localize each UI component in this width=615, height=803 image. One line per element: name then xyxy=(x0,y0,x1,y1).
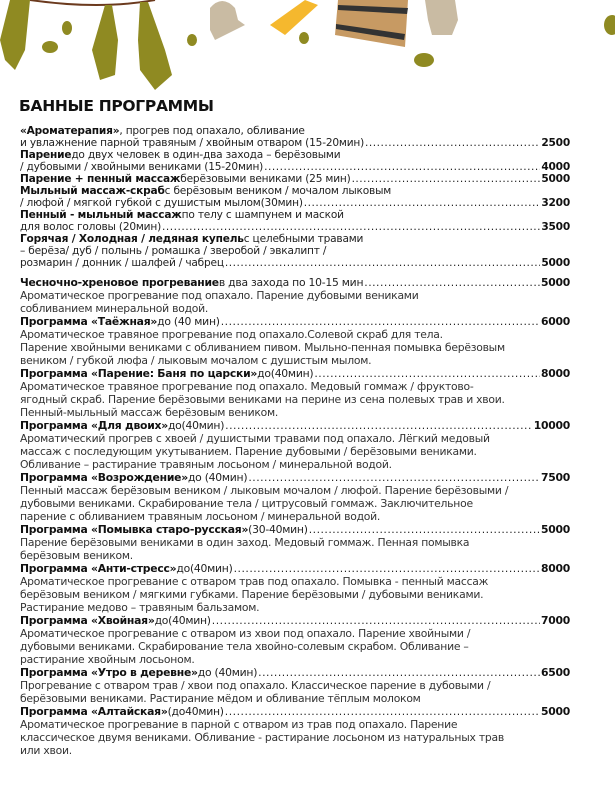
text-line xyxy=(20,209,570,221)
program-name: Программа «Утро в деревне» xyxy=(20,666,198,679)
program-duration: до(40мин) xyxy=(176,562,233,575)
price-line xyxy=(20,257,570,269)
program-description-line: классическое двумя вениками. Обливание - растирание лосьоном из натуральных трав xyxy=(20,731,504,744)
service-name: Пенный - мыльный массаж xyxy=(20,209,182,221)
service-item xyxy=(20,173,570,185)
birch-broom-icon xyxy=(0,0,172,90)
program-description-line: Ароматическое травяное прогревание под опахало.Солевой скраб для тела. xyxy=(20,328,443,341)
service-detail: для волос головы (20мин) xyxy=(20,221,162,233)
service-item xyxy=(20,125,570,149)
price: 7500 xyxy=(540,471,570,484)
price: 10000 xyxy=(533,419,570,432)
price-line xyxy=(20,173,570,185)
service-detail: до двух человек в один-два захода – берёзовыми xyxy=(71,149,341,161)
program-name: Чесночно-хреновое прогревание xyxy=(20,276,219,289)
price-line xyxy=(20,562,570,575)
program-item xyxy=(20,666,570,705)
price: 3200 xyxy=(541,197,570,209)
price-line xyxy=(20,523,570,536)
price-line xyxy=(20,614,570,627)
program-description-line: Парение берёзовыми вениками в один заход. Медовый гоммаж. Пенная помывка xyxy=(20,536,470,549)
service-detail: и увлажнение парной травяным / хвойным отваром (15-20мин) xyxy=(20,137,365,149)
program-description-line: или хвои. xyxy=(20,744,72,757)
price-line xyxy=(20,471,570,484)
program-item xyxy=(20,614,570,666)
program-duration: до(40мин) xyxy=(167,419,225,432)
program-duration: (30-40мин) xyxy=(248,523,308,536)
service-name: Горячая / Холодная / ледяная купель xyxy=(20,233,244,245)
price: 5000 xyxy=(540,276,570,289)
price-line xyxy=(20,221,570,233)
leaf-icon xyxy=(42,15,615,67)
service-item xyxy=(20,185,570,209)
program-name: Программа «Помывка старо-русская» xyxy=(20,523,249,536)
dot-leader xyxy=(314,367,540,380)
service-detail: , прогрев под опахало, обливание xyxy=(119,125,305,137)
service-name: «Ароматерапия» xyxy=(20,125,120,137)
sauna-mitten-icon xyxy=(425,0,458,35)
price-line xyxy=(20,705,570,718)
program-name: Программа «Таёжная» xyxy=(20,315,158,328)
price: 8000 xyxy=(540,562,570,575)
price-line xyxy=(20,137,570,149)
program-duration: до (40мин) xyxy=(187,471,248,484)
program-duration: до(40мин) xyxy=(257,367,314,380)
program-description-line: Пенный массаж берёзовым веником / лыковым мочалом / люфой. Парение берёзовыми / xyxy=(20,484,509,497)
program-description-line: Пенный-мыльный массаж берёзовым веником. xyxy=(20,406,279,419)
program-description-line: Ароматическое прогревание с отваром трав под опахало. Помывка - пенный массаж xyxy=(20,575,489,588)
program-item xyxy=(20,367,570,419)
service-name: Парение xyxy=(20,149,72,161)
dot-leader xyxy=(225,419,533,432)
service-name: Мыльный массаж-скраб xyxy=(20,185,165,197)
program-item xyxy=(20,562,570,614)
price: 8000 xyxy=(540,367,570,380)
program-description-line: собливанием минеральной водой. xyxy=(20,302,209,315)
price-line xyxy=(20,197,570,209)
program-item xyxy=(20,276,570,315)
service-item xyxy=(20,233,570,269)
price: 4000 xyxy=(541,161,570,173)
text-line xyxy=(20,245,570,257)
program-name: Программа «Хвойная» xyxy=(20,614,155,627)
program-description-line: Прогревание с отваром трав / хвои под опахало. Классическое парение в дубовыми / xyxy=(20,679,491,692)
service-detail: – берёза/ дуб / полынь / ромашка / зверобой / эвкалипт / xyxy=(20,245,327,257)
price: 3500 xyxy=(541,221,570,233)
price: 2500 xyxy=(541,137,570,149)
basic-services-list xyxy=(20,125,570,269)
dot-leader xyxy=(365,137,540,149)
dot-leader xyxy=(352,173,541,185)
service-detail: / люфой / мягкой губкой с душистым мылом(30мин) xyxy=(20,197,303,209)
program-description-line: берёзовым веником / мягкими губками. Парение берёзовыми / дубовыми вениками. xyxy=(20,588,484,601)
program-description-line: массаж с последующим укутыванием. Парение дубовыми / берёзовыми вениками. xyxy=(20,445,477,458)
price-line xyxy=(20,276,570,289)
text-line xyxy=(20,125,570,137)
program-description-line: Ароматический прогрев с хвоей / душистыми травами под опахало. Лёгкий медовый xyxy=(20,432,490,445)
service-detail: с берёзовым веником / мочалом лыковым xyxy=(164,185,392,197)
service-item xyxy=(20,209,570,233)
price-line xyxy=(20,666,570,679)
dot-leader xyxy=(234,562,540,575)
service-detail: / дубовыми / хвойными вениками (15-20мин) xyxy=(20,161,264,173)
price: 6500 xyxy=(540,666,570,679)
twine xyxy=(30,0,155,5)
program-description-line: ягодный скраб. Парение берёзовыми вениками на перине из сена полевых трав и хвои. xyxy=(20,393,505,406)
text-line xyxy=(20,185,570,197)
program-name: Программа «Алтайская» xyxy=(20,705,168,718)
service-detail: с целебными травами xyxy=(243,233,364,245)
program-description-line: парение с обливанием травяным лосьоном / минеральной водой. xyxy=(20,510,381,523)
price: 5000 xyxy=(541,257,570,269)
program-description-line: Растирание медово – травяным бальзамом. xyxy=(20,601,260,614)
service-detail: по телу с шампунем и маской xyxy=(181,209,344,221)
program-description-line: Ароматическое прогревание под опахало. Парение дубовыми вениками xyxy=(20,289,419,302)
dot-leader xyxy=(162,221,540,233)
program-name: Программа «Возрождение» xyxy=(20,471,188,484)
program-description-line: Обливание – растирание травяным лосьоном / минеральной водой. xyxy=(20,458,392,471)
price: 6000 xyxy=(540,315,570,328)
price: 7000 xyxy=(540,614,570,627)
bath-decor-illustration xyxy=(0,0,615,95)
price-line xyxy=(20,315,570,328)
program-description-line: веником / губкой люфа / лыковым мочалом с душистым мылом. xyxy=(20,354,372,367)
price: 5000 xyxy=(540,705,570,718)
service-detail: берёзовыми вениками (25 мин) xyxy=(180,173,351,185)
program-description-line: берёзовыми вениками. Растирание мёдом и обливание тёплым молоком xyxy=(20,692,421,705)
dot-leader xyxy=(364,276,540,289)
dot-leader xyxy=(248,471,540,484)
service-name: Парение + пенный массаж xyxy=(20,173,181,185)
dot-leader xyxy=(304,197,541,209)
dot-leader xyxy=(258,666,540,679)
program-item xyxy=(20,419,570,471)
bath-programs-list xyxy=(20,276,570,757)
program-name: Программа «Анти-стресс» xyxy=(20,562,177,575)
loofah-icon xyxy=(270,0,318,35)
service-detail: розмарин / донник / шалфей / чабрец xyxy=(20,257,224,269)
dot-leader xyxy=(225,257,540,269)
sauna-hat-icon xyxy=(210,1,245,40)
dot-leader xyxy=(221,315,540,328)
program-description-line: Ароматическое травяное прогревание под опахало. Медовый гоммаж / фруктово- xyxy=(20,380,474,393)
price-line xyxy=(20,419,570,432)
price: 5000 xyxy=(540,523,570,536)
program-description-line: дубовыми вениками. Скрабирование тела / цитрусовый гоммаж. Заключительное xyxy=(20,497,473,510)
program-item xyxy=(20,523,570,562)
program-name: Программа «Для двоих» xyxy=(20,419,168,432)
service-item xyxy=(20,149,570,173)
price: 5000 xyxy=(541,173,570,185)
dot-leader xyxy=(212,614,540,627)
program-duration: (до40мин) xyxy=(167,705,224,718)
program-item xyxy=(20,315,570,367)
program-description-line: Ароматическое прогревание с отваром из хвои под опахало. Парение хвойными / xyxy=(20,627,471,640)
text-line xyxy=(20,233,570,245)
wooden-bucket-icon xyxy=(335,0,408,47)
program-duration: в два захода по 10-15 мин xyxy=(218,276,364,289)
dot-leader xyxy=(225,705,540,718)
program-description-line: Парение хвойными вениками с обливанием пивом. Мыльно-пенная помывка берёзовым xyxy=(20,341,505,354)
text-line xyxy=(20,149,570,161)
program-duration: до (40 мин) xyxy=(157,315,220,328)
program-description-line: берёзовым веником. xyxy=(20,549,133,562)
program-description-line: дубовыми вениками. Скрабирование тела хвойно-солевым скрабом. Обливание – xyxy=(20,640,469,653)
program-duration: до (40мин) xyxy=(197,666,258,679)
program-description-line: Ароматическое прогревание в парной с отваром из трав под опахало. Парение xyxy=(20,718,458,731)
program-duration: до(40мин) xyxy=(154,614,211,627)
program-item xyxy=(20,471,570,523)
dot-leader xyxy=(309,523,540,536)
dot-leader xyxy=(264,161,540,173)
program-item xyxy=(20,705,570,757)
page-title: БАННЫЕ ПРОГРАММЫ xyxy=(19,97,214,115)
price-line xyxy=(20,161,570,173)
price-line xyxy=(20,367,570,380)
program-description-line: растирание хвойным лосьоном. xyxy=(20,653,195,666)
program-name: Программа «Парение: Баня по царски» xyxy=(20,367,258,380)
